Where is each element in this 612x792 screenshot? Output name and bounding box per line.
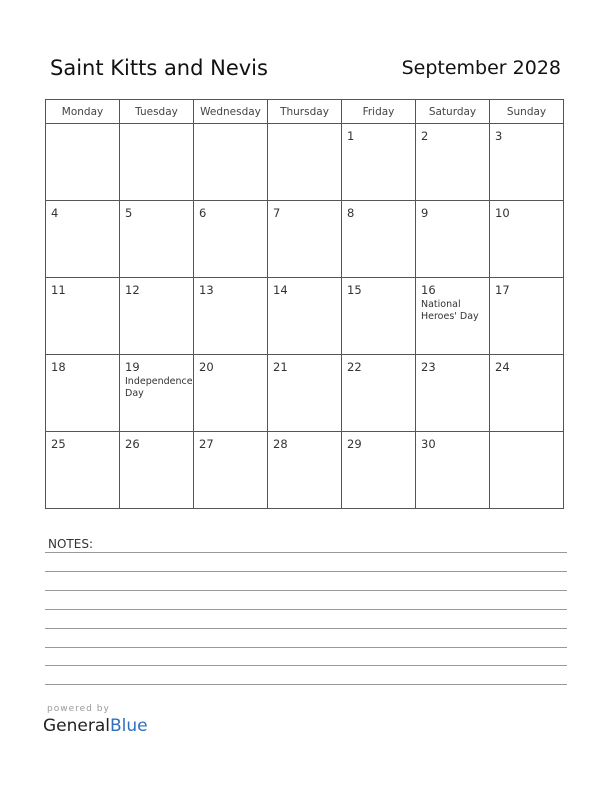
day-cell (46, 355, 120, 432)
day-cell (342, 355, 416, 432)
day-cell (46, 124, 120, 201)
weekday-header: Wednesday (194, 100, 268, 124)
day-number (490, 432, 563, 437)
day-cell (120, 355, 194, 432)
day-cell (490, 201, 564, 278)
day-number: 15 (347, 283, 362, 297)
holiday-label: Independence Day (125, 376, 193, 399)
day-number: 19 (125, 360, 140, 374)
day-cell (342, 432, 416, 509)
day-cell (268, 278, 342, 355)
day-cell (120, 278, 194, 355)
brand-logo (43, 716, 148, 736)
day-number (46, 124, 119, 129)
weekday-header: Thursday (268, 100, 342, 124)
notes-line (45, 665, 567, 666)
notes-line (45, 590, 567, 591)
day-number: 2 (421, 129, 429, 143)
day-cell (120, 124, 194, 201)
day-cell (46, 432, 120, 509)
day-cell (342, 201, 416, 278)
notes-line (45, 628, 567, 629)
week-row (46, 278, 564, 355)
powered-by-text: powered by (47, 704, 110, 714)
day-number: 17 (495, 283, 510, 297)
weekday-header-row (46, 100, 564, 124)
week-row (46, 432, 564, 509)
day-cell (268, 432, 342, 509)
day-cell (490, 355, 564, 432)
weekday-header: Sunday (490, 100, 564, 124)
day-number: 30 (421, 437, 436, 451)
day-number: 7 (273, 206, 281, 220)
day-number: 9 (421, 206, 429, 220)
notes-line (45, 609, 567, 610)
day-cell (490, 124, 564, 201)
calendar-grid (45, 99, 564, 509)
day-number: 13 (199, 283, 214, 297)
day-number: 27 (199, 437, 214, 451)
day-number: 6 (199, 206, 207, 220)
day-cell (416, 278, 490, 355)
weekday-header: Friday (342, 100, 416, 124)
day-cell (120, 201, 194, 278)
day-number: 8 (347, 206, 355, 220)
day-number: 12 (125, 283, 140, 297)
week-row (46, 355, 564, 432)
notes-line (45, 552, 567, 553)
day-cell (416, 432, 490, 509)
day-cell (268, 124, 342, 201)
day-cell (194, 201, 268, 278)
notes-line (45, 571, 567, 572)
day-cell (416, 201, 490, 278)
day-cell (268, 201, 342, 278)
day-number: 16 (421, 283, 436, 297)
day-cell (490, 278, 564, 355)
day-number (194, 124, 267, 129)
notes-line (45, 647, 567, 648)
day-number: 1 (347, 129, 355, 143)
day-number: 22 (347, 360, 362, 374)
brand-part-general: General (43, 716, 110, 736)
day-number: 24 (495, 360, 510, 374)
day-cell (46, 201, 120, 278)
week-row (46, 201, 564, 278)
month-title: September 2028 (401, 57, 561, 79)
day-number: 28 (273, 437, 288, 451)
day-number: 20 (199, 360, 214, 374)
weekday-header: Tuesday (120, 100, 194, 124)
day-number: 10 (495, 206, 510, 220)
day-cell (194, 432, 268, 509)
day-number: 3 (495, 129, 503, 143)
day-cell (268, 355, 342, 432)
day-number: 18 (51, 360, 66, 374)
day-cell (342, 278, 416, 355)
day-cell (120, 432, 194, 509)
day-number: 11 (51, 283, 66, 297)
notes-line (45, 684, 567, 685)
day-cell (194, 124, 268, 201)
day-number (268, 124, 341, 129)
weekday-header: Saturday (416, 100, 490, 124)
day-cell (416, 355, 490, 432)
day-cell (46, 278, 120, 355)
day-number: 29 (347, 437, 362, 451)
day-cell (194, 355, 268, 432)
day-cell (490, 432, 564, 509)
day-number: 4 (51, 206, 59, 220)
day-number: 21 (273, 360, 288, 374)
day-number: 26 (125, 437, 140, 451)
notes-label: NOTES: (48, 537, 93, 551)
day-number (120, 124, 193, 129)
day-number: 14 (273, 283, 288, 297)
day-number: 23 (421, 360, 436, 374)
brand-part-blue: Blue (110, 716, 148, 736)
day-number: 5 (125, 206, 133, 220)
day-cell (416, 124, 490, 201)
weekday-header: Monday (46, 100, 120, 124)
holiday-label: National Heroes' Day (421, 299, 479, 322)
week-row (46, 124, 564, 201)
country-title: Saint Kitts and Nevis (50, 56, 268, 80)
day-cell (194, 278, 268, 355)
day-cell (342, 124, 416, 201)
day-number: 25 (51, 437, 66, 451)
